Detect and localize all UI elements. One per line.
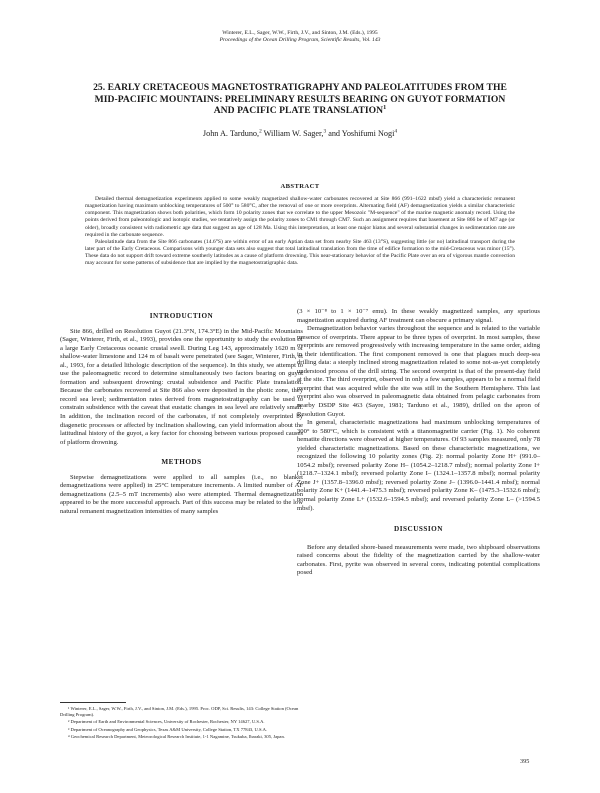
running-header-citation: Winterer, E.L., Sager, W.W., Firth, J.V., and Sinton, J.M. (Eds.), 1995 — [222, 30, 378, 36]
abstract-heading: ABSTRACT — [280, 183, 320, 190]
title-line-2: MID-PACIFIC MOUNTAINS: PRELIMINARY RESULTS BEARING ON GUYOT FORMATION — [94, 93, 506, 105]
title-footnote-mark: 1 — [383, 103, 387, 111]
author-2-mark: 3 — [323, 128, 327, 135]
title-line-1: 25. EARLY CRETACEOUS MAGNETOSTRATIGRAPHY AND PALEOLATITUDES FROM THE — [93, 82, 507, 93]
polarity-zones-paragraph: In general, characteristic magnetizations had maximum unblocking temperatures of 300° to 580°C, which is consistent with a titanomagnetite carrier (Fig. 1). No coherent hematite directions were observed at higher temperatures. Of 93 samples measured, only 78 yielded characteristic magnetizations. Based on these characteristic magnetizations, we recognized the following 10 polarity zones (Fig. 2): normal polarity Zone H+ (991.0–1054.2 mbsf); reversed polarity Zone H– (1054.2–1218.7 mbsf); normal polarity Zone I+ (1218.7–1324.1 mbsf); reversed polarity Zone I– (1324.1–1357.8 mbsf); normal polarity Zone J+ (1357.8–1396.0 mbsf); reversed polarity Zone J– (1396.0–1441.4 mbsf); normal polarity Zone K+ (1441.4–1475.3 mbsf); reversed polarity Zone K– (1475.3–1532.6 mbsf); normal polarity Zone L+ (1532.6–1594.5 mbsf); and reversed polarity Zone L– (>1594.5 mbsf). — [297, 419, 540, 512]
discussion-heading: DISCUSSION — [394, 525, 443, 534]
methods-paragraph: Stepwise demagnetizations were applied to all samples (i.e., no blanket demagnetizations were applied) in 25°C temperature increments. A limited number of AF demagnetizations (2.5–5 mT increments) also were attempted. Thermal demagnetization appeared to be the more successful approach. Part of this success may be related to the low natural remanent magnetization intensities of many samples — [60, 473, 303, 515]
footnote-4: ⁴ Geochemical Research Department, Meteorological Research Institute, 1-1 Nagamine, Tsukuba, Ibaraki, 305, Japan. — [68, 734, 285, 740]
author-2: William W. Sager, — [261, 129, 324, 138]
author-1: John A. Tarduno, — [202, 129, 260, 138]
abstract-body — [85, 196, 515, 268]
abstract-paragraph-1: Detailed thermal demagnetization experiments applied to some weakly magnetized shallow-water carbonates recovered at Site 866 (991–1622 mbsf) yield a characteristic remanent magnetization having maximum unblocking temperatures of 500° to 580°C, after the removal of one or more overprints. Alternating field (AF) demagnetization yields a similar characteristic component. This magnetization shows both polarities, which form 10 polarity zones that we correlate to the upper Mesozoic "M-sequence" of the marine magnetic anomaly record. Using the points derived from paleontologic and isotopic studies, we tentatively assign the polarity zones to CM1 through CM7. Such an assignment requires that basement at Site 866 be of M7 age (or older), broadly consistent with radiometric age data that suggest an age of 128 Ma. Using this interpretation, at least one major hiatus and several substantial changes in sedimentation rate are required in the carbonate sequence. — [85, 196, 515, 238]
abstract-paragraph-2: Paleolatitude data from the Site 866 carbonates (14.6°S) are within error of an early Aptian data set from nearby Site 463 (13°S), suggesting little (or no) latitudinal transport during the later part of the Early Cretaceous. Comparisons with younger data sets also suggest that total latitudinal translation from the time of edifice formation to the mid-Cretaceous was minor (15°). These data do not support drift toward extreme southerly latitudes as a cause of platform drowning. This near-stationary behavior of the Pacific Plate over an era of vigorous mantle convection may account for some patterns of subsidence that are implied by the magnetostratigraphic data. — [85, 238, 515, 267]
running-header-proceedings: Proceedings of the Ocean Drilling Program, Scientific Results, Vol. 143 — [219, 37, 381, 43]
author-list — [0, 129, 600, 138]
title-line-3 — [50, 105, 550, 117]
paper-title — [50, 82, 550, 117]
introduction-heading: INTRODUCTION — [149, 312, 214, 320]
footnote-1: ¹ Winterer, E.L., Sager, W.W., Firth, J.V., and Sinton, J.M. (Eds.), 1995. Proc. ODP, Sci. Results, 143: College Station (Ocean Drilling Program). — [60, 706, 299, 717]
footnote-2: ² Department of Earth and Environmental Sciences, University of Rochester, Rochester, NY 14627, U.S.A. — [68, 719, 265, 725]
author-1-mark: 2 — [259, 128, 262, 135]
methods-heading: METHODS — [161, 458, 202, 467]
page-number: 395 — [520, 758, 530, 765]
left-column — [60, 308, 303, 516]
footnotes — [60, 706, 303, 742]
author-3: and Yoshifumi Nogi — [326, 129, 395, 138]
footnote-rule — [60, 702, 126, 703]
introduction-paragraph: Site 866, drilled on Resolution Guyot (21.3°N, 174.3°E) in the Mid-Pacific Mountains (Sager, Winterer, Firth, et al., 1993), provides one the opportunity to study the evolution of a large Early Cretaceous oceanic crustal swell. During Leg 143, approximately 1620 m of shallow-water limestone and 124 m of basalt were penetrated (see Sager, Winterer, Firth, et al., 1993, for a detailed lithologic description of the sequence). In this study, we attempt to use the paleomagnetic record to determine simultaneously two factors bearing on guyot formation and subsequent drowning: crustal subsidence and Pacific Plate translation. Because the carbonates recovered at Site 866 also were deposited in the photic zone, they record sea level; sedimentation rates derived from magnetostratigraphy can be used to constrain subsidence with the caveat that eustatic changes in sea level are relatively small. In addition, the inclination record of the carbonates, if not completely overprinted by diagenetic processes or affected by inclination shallowing, can yield information about the latitudinal history of the guyot, a key factor for choosing between various proposed causes of platform drowning. — [60, 327, 303, 446]
title-line-3-text: AND PACIFIC PLATE TRANSLATION — [213, 105, 384, 116]
overprint-paragraph: Demagnetization behavior varies throughout the sequence and is related to the variable presence of overprints. There appear to be three types of overprint. In most samples, these overprints are removed progressively with increasing temperature in the same order, aiding in their identification. The first component removed is one that plagues much deep-sea drilling data: a steeply inclined strong magnetization related to some not-as-yet completely understood process of the drill string. The second overprint is that of the present-day field at the site. The third overprint, observed in only a few samples, appears to be a normal field overprint that was acquired while the site was still in the Southern Hemisphere. This last overprint also was observed in paleomagnetic data obtained from pelagic carbonates from nearby DSDP Site 463 (Sayre, 1981; Tarduno et al., 1989), drilled on the apron of Resolution Guyot. — [297, 325, 540, 418]
discussion-paragraph: Before any detailed shore-based measurements were made, two shipboard observations raised concerns about the fidelity of the magnetization carried by the shallow-water carbonates. First, pyrite was observed in several cores, indicating potential complications posed — [297, 543, 540, 577]
right-column — [297, 308, 540, 578]
author-3-mark: 4 — [394, 128, 398, 135]
footnote-3: ³ Department of Oceanography and Geophysics, Texas A&M University, College Station, TX 77843, U.S.A. — [68, 726, 268, 732]
methods-continuation: (3 × 10⁻⁸ to 1 × 10⁻⁷ emu). In these weakly magnetized samples, any spurious magnetization acquired during AF treatment can obscure a primary signal. — [297, 308, 540, 324]
